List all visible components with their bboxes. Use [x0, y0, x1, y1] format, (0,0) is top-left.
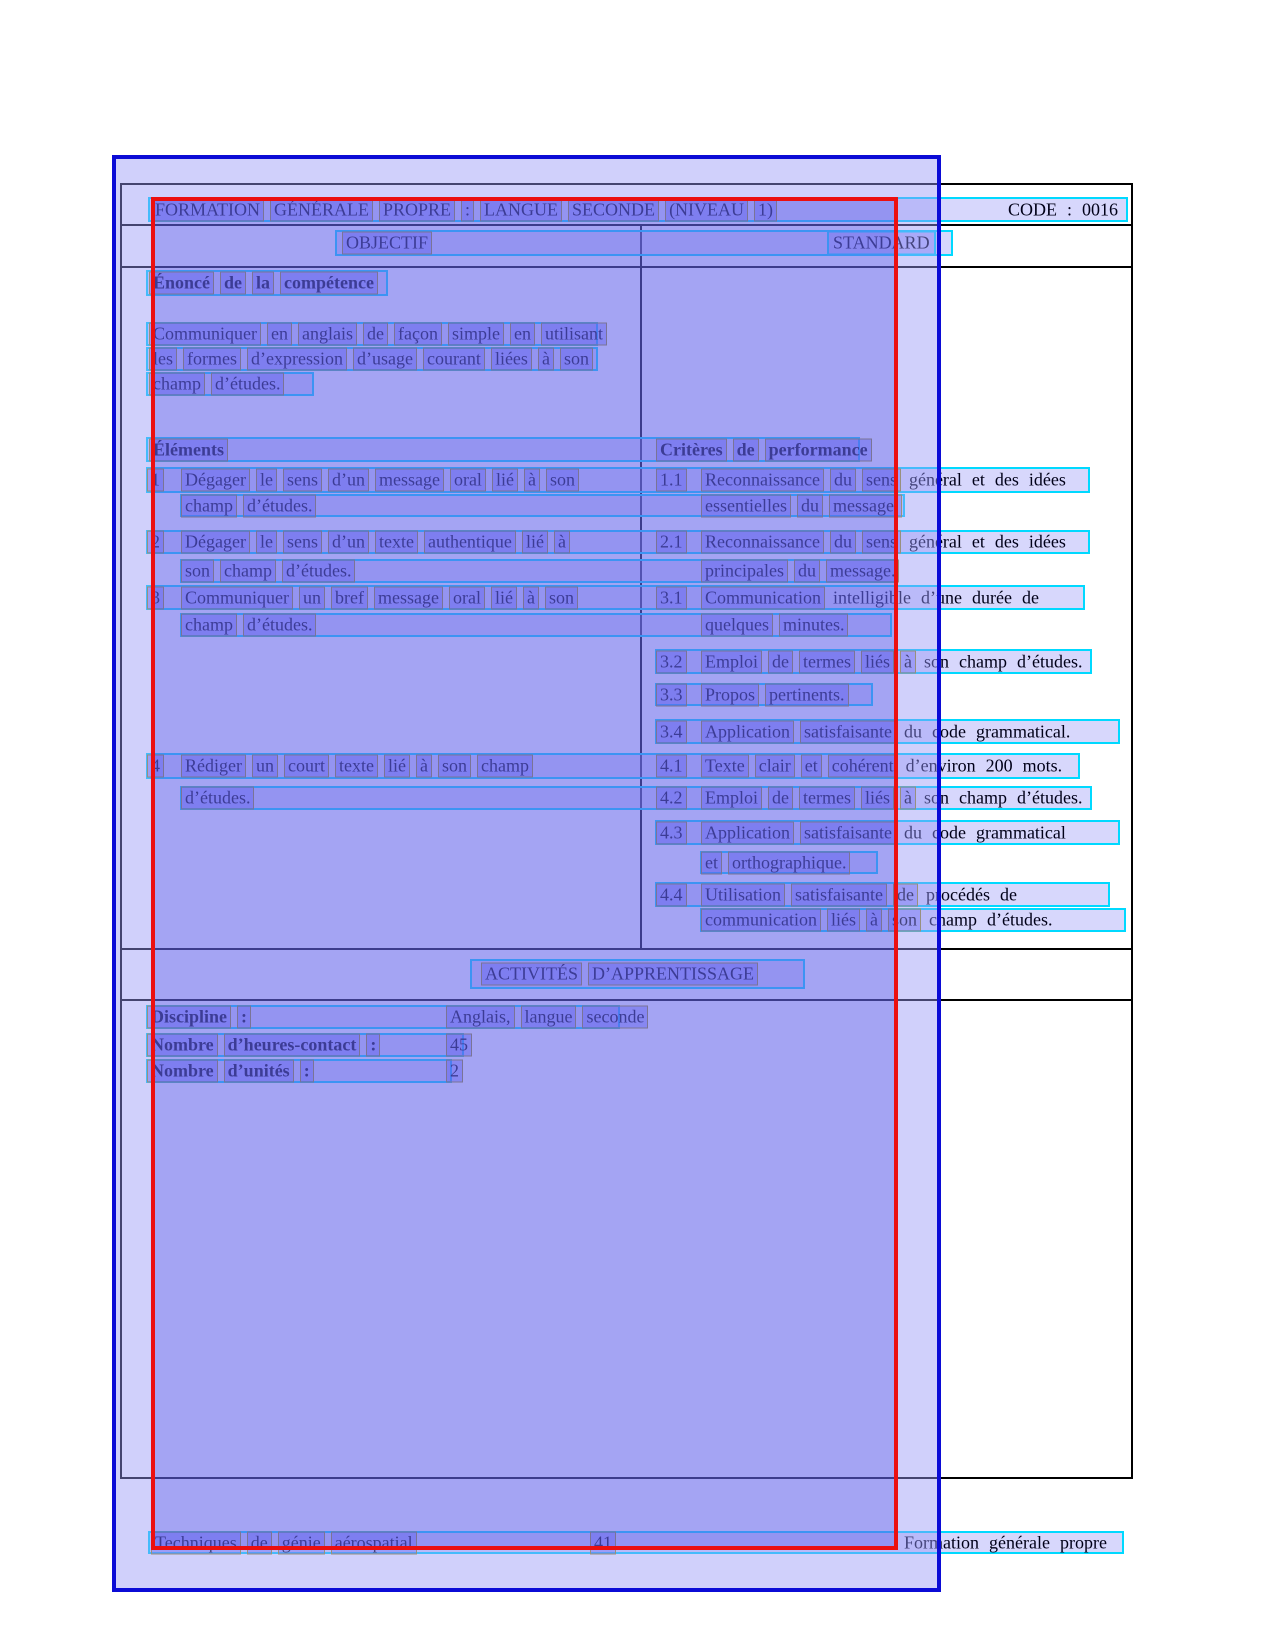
ocr-word-box: de	[364, 324, 387, 345]
ocr-word-box: :	[238, 1007, 250, 1028]
ocr-word-box: 45	[447, 1035, 471, 1056]
ocr-word-box: son	[889, 910, 920, 931]
ocr-line-segment	[829, 233, 934, 254]
ocr-word-box: Dégager	[182, 470, 249, 491]
ocr-word-box: à	[524, 587, 538, 608]
ocr-line-segment	[657, 439, 871, 460]
ocr-word-plain: intelligible	[833, 587, 911, 607]
ocr-word-box: sens	[863, 470, 900, 491]
ocr-line-segment	[182, 470, 578, 491]
ocr-word-plain: d’études.	[986, 909, 1053, 930]
ocr-word-box: la	[253, 273, 273, 294]
ocr-word-box: 4	[148, 756, 163, 777]
ocr-line-segment	[702, 684, 848, 705]
ocr-word-box: de	[221, 273, 245, 294]
ocr-line-segment	[702, 561, 898, 582]
ocr-line-segment	[657, 788, 686, 809]
ocr-word-box: 4.1	[657, 756, 686, 777]
ocr-word-box: message.	[827, 561, 898, 582]
table-divider-title-bottom	[120, 224, 1133, 226]
ocr-word-plain: des	[994, 469, 1019, 490]
ocr-line-segment	[148, 1035, 379, 1056]
ocr-word-box: liés	[828, 910, 859, 931]
ocr-word-plain: général	[908, 469, 962, 490]
ocr-line-segment	[702, 651, 1083, 672]
ocr-line-segment	[150, 374, 283, 395]
ocr-word-box: liés	[862, 788, 893, 809]
ocr-word-plain: son	[923, 787, 949, 808]
ocr-word-box: Texte	[702, 756, 748, 777]
ocr-line-segment	[447, 1061, 462, 1082]
ocr-word-box: oral	[451, 470, 485, 491]
ocr-line-box	[700, 851, 878, 874]
ocr-word-box: LANGUE	[481, 199, 561, 220]
ocr-line-box	[146, 372, 314, 396]
ocr-word-box: sens	[284, 532, 321, 553]
ocr-line-segment	[148, 587, 163, 608]
ocr-line-segment	[702, 721, 1071, 742]
ocr-line-segment	[702, 788, 1083, 809]
ocr-line-segment	[182, 756, 532, 777]
ocr-word-box: Nombre	[148, 1061, 217, 1082]
ocr-word-box: clair	[756, 756, 794, 777]
ocr-line-segment	[182, 587, 577, 608]
ocr-word-box: 3.1	[657, 587, 686, 608]
ocr-line-box	[180, 494, 905, 517]
ocr-line-segment	[702, 756, 1063, 777]
ocr-line-segment	[657, 587, 686, 608]
ocr-word-plain: et	[971, 469, 985, 490]
ocr-word-box: (NIVEAU	[666, 199, 747, 220]
ocr-line-segment	[657, 470, 686, 491]
ocr-word-plain: d’études.	[1016, 651, 1083, 671]
ocr-word-box: Reconnaissance	[702, 532, 823, 553]
ocr-word-box: d’usage	[354, 349, 416, 370]
ocr-word-box: simple	[449, 324, 503, 345]
ocr-line-segment	[702, 884, 1018, 905]
ocr-word-box: 4.3	[657, 822, 686, 843]
ocr-word-box: un	[253, 756, 277, 777]
ocr-word-plain: durée	[971, 587, 1012, 607]
ocr-word-box: Éléments	[150, 439, 227, 460]
ocr-word-box: Dégager	[182, 532, 249, 553]
ocr-word-box: 1.1	[657, 470, 686, 491]
table-divider-standards-bottom	[120, 948, 1133, 950]
ocr-word-box: Application	[702, 822, 793, 843]
ocr-line-segment	[702, 910, 1053, 931]
ocr-line-segment	[150, 324, 606, 345]
ocr-word-box: 41	[591, 1532, 615, 1553]
ocr-word-box: termes	[800, 651, 854, 672]
ocr-line-segment	[702, 852, 849, 873]
ocr-word-box: message	[376, 470, 443, 491]
ocr-word-box: champ	[182, 615, 236, 636]
ocr-word-box: courant	[424, 349, 484, 370]
ocr-word-plain: idées	[1028, 531, 1066, 552]
ocr-word-box: et	[802, 756, 821, 777]
ocr-word-box: court	[285, 756, 328, 777]
ocr-word-box: Emploi	[702, 788, 761, 809]
ocr-line-box	[655, 719, 1120, 744]
ocr-line-segment	[702, 587, 1040, 608]
ocr-line-segment	[152, 1532, 416, 1553]
ocr-word-box: Communication	[702, 587, 824, 608]
ocr-word-box: communication	[702, 910, 820, 931]
ocr-word-plain: code	[931, 721, 966, 741]
ocr-word-plain: 200	[985, 755, 1013, 776]
ocr-line-box	[148, 197, 1128, 222]
ocr-line-segment	[182, 532, 569, 553]
ocr-word-box: 3.4	[657, 721, 686, 742]
ocr-word-box: :	[367, 1035, 379, 1056]
ocr-word-box: Discipline	[148, 1007, 230, 1028]
ocr-word-box: principales	[702, 561, 787, 582]
ocr-word-box: Emploi	[702, 651, 761, 672]
ocr-word-plain: 0016	[1082, 199, 1119, 219]
ocr-word-box: aérospatial	[332, 1532, 416, 1553]
ocr-line-segment	[150, 439, 227, 460]
ocr-word-box: du	[795, 561, 819, 582]
ocr-word-box: langue	[522, 1007, 576, 1028]
ocr-word-box: Anglais,	[447, 1007, 514, 1028]
ocr-word-box: message	[375, 587, 442, 608]
ocr-word-plain: :	[1067, 199, 1073, 219]
ocr-word-box: 3.3	[657, 684, 686, 705]
ocr-word-plain: grammatical	[975, 822, 1066, 842]
ocr-line-segment	[148, 1007, 250, 1028]
ocr-word-box: cohérent	[829, 756, 897, 777]
ocr-word-box: façon	[395, 324, 441, 345]
ocr-word-box: 3.2	[657, 651, 686, 672]
ocr-word-box: liées	[492, 349, 531, 370]
ocr-line-box	[146, 1005, 645, 1029]
ocr-word-box: 3	[148, 587, 163, 608]
ocr-line-segment	[447, 1035, 471, 1056]
ocr-word-box: en	[511, 324, 534, 345]
ocr-line-segment	[148, 756, 163, 777]
ocr-word-plain: du	[903, 721, 922, 741]
ocr-word-plain: d’études.	[1016, 787, 1083, 808]
ocr-word-plain: champ	[959, 787, 1007, 808]
ocr-word-plain: des	[994, 531, 1019, 552]
ocr-line-box	[148, 1531, 1124, 1554]
ocr-word-box: à	[901, 651, 915, 672]
ocr-word-box: message.	[830, 495, 901, 516]
ocr-word-box: d’études.	[212, 374, 283, 395]
ocr-word-box: d’unités	[225, 1061, 293, 1082]
ocr-word-plain: code	[931, 822, 966, 842]
ocr-word-box: Reconnaissance	[702, 470, 823, 491]
ocr-word-plain: de	[999, 884, 1017, 904]
ocr-line-segment	[150, 349, 592, 370]
ocr-word-box: 1	[148, 470, 163, 491]
ocr-word-plain: idées	[1028, 469, 1066, 490]
ocr-word-box: à	[901, 788, 915, 809]
ocr-line-segment	[657, 651, 686, 672]
ocr-word-box: lié	[385, 756, 409, 777]
ocr-line-segment	[657, 884, 686, 905]
ocr-line-segment	[903, 1532, 1108, 1553]
ocr-word-box: GÉNÉRALE	[271, 199, 372, 220]
ocr-word-box: sens	[863, 532, 900, 553]
ocr-line-box	[146, 585, 1085, 610]
ocr-word-box: FORMATION	[152, 199, 263, 220]
ocr-line-segment	[702, 532, 1067, 553]
ocr-word-box: 1)	[755, 199, 776, 220]
ocr-line-box	[335, 230, 953, 256]
ocr-word-box: satisfaisante	[792, 884, 886, 905]
ocr-word-box: Techniques	[152, 1532, 240, 1553]
ocr-line-segment	[702, 615, 847, 636]
ocr-word-plain: d’une	[921, 587, 962, 607]
ocr-word-box: bref	[332, 587, 367, 608]
ocr-word-box: Rédiger	[182, 756, 245, 777]
ocr-word-box: à	[539, 349, 553, 370]
ocr-line-box	[655, 649, 1092, 674]
ocr-word-plain: et	[971, 531, 985, 552]
ocr-word-box: d’études.	[244, 615, 315, 636]
ocr-word-box: termes	[800, 788, 854, 809]
ocr-word-box: le	[257, 532, 276, 553]
ocr-word-box: orthographique.	[729, 852, 849, 873]
ocr-word-box: 2.1	[657, 532, 686, 553]
ocr-word-plain: CODE	[1008, 199, 1057, 219]
table-divider-colheads-bottom	[120, 266, 1133, 268]
ocr-word-box: SECONDE	[569, 199, 658, 220]
ocr-word-box: Nombre	[148, 1035, 217, 1056]
ocr-word-box: oral	[450, 587, 484, 608]
ocr-word-box: Propos	[702, 684, 758, 705]
ocr-word-box: son	[546, 587, 577, 608]
ocr-word-box: ACTIVITÉS	[482, 964, 581, 985]
ocr-line-segment	[148, 532, 163, 553]
ocr-word-box: son	[561, 349, 592, 370]
ocr-line-segment	[343, 233, 431, 254]
ocr-word-box: d’heures-contact	[225, 1035, 360, 1056]
ocr-word-box: utilisant	[542, 324, 606, 345]
ocr-word-plain: générale	[989, 1532, 1050, 1552]
ocr-word-plain: général	[908, 531, 962, 552]
ocr-word-box: Communiquer	[182, 587, 292, 608]
ocr-word-box: de	[769, 788, 792, 809]
ocr-word-box: :	[301, 1061, 313, 1082]
ocr-line-segment	[182, 495, 315, 516]
ocr-line-segment	[591, 1532, 615, 1553]
ocr-line-segment	[1007, 199, 1119, 220]
ocr-word-plain: procédés	[925, 884, 990, 904]
ocr-word-plain: de	[1021, 587, 1039, 607]
ocr-line-box	[146, 437, 868, 462]
ocr-line-segment	[182, 561, 354, 582]
ocr-word-box: d’études.	[283, 561, 354, 582]
ocr-word-box: de	[248, 1532, 271, 1553]
ocr-word-box: du	[831, 470, 855, 491]
ocr-word-box: son	[182, 561, 213, 582]
ocr-word-plain: champ	[959, 651, 1007, 671]
ocr-word-box: à	[867, 910, 881, 931]
ocr-line-box	[146, 753, 1080, 779]
ocr-line-box	[180, 613, 892, 637]
ocr-word-plain: grammatical.	[975, 721, 1071, 741]
ocr-line-segment	[150, 273, 377, 294]
ocr-word-box: quelques	[702, 615, 772, 636]
ocr-word-box: :	[462, 199, 473, 220]
ocr-word-box: d’expression	[248, 349, 346, 370]
ocr-line-segment	[182, 615, 315, 636]
ocr-word-box: du	[798, 495, 822, 516]
ocr-line-segment	[657, 756, 686, 777]
ocr-word-box: 2	[447, 1061, 462, 1082]
ocr-word-box: du	[831, 532, 855, 553]
ocr-word-box: anglais	[299, 324, 356, 345]
ocr-word-box: authentique	[425, 532, 515, 553]
ocr-word-plain: du	[903, 822, 922, 842]
ocr-line-segment	[702, 495, 901, 516]
ocr-word-box: Communiquer	[150, 324, 260, 345]
ocr-word-box: génie	[279, 1532, 324, 1553]
ocr-line-segment	[657, 684, 686, 705]
ocr-line-segment	[657, 532, 686, 553]
ocr-line-box	[655, 882, 1110, 907]
ocr-word-box: lié	[523, 532, 547, 553]
ocr-word-box: formes	[184, 349, 240, 370]
ocr-word-box: son	[547, 470, 578, 491]
ocr-line-box	[700, 908, 1126, 932]
ocr-word-box: texte	[376, 532, 417, 553]
ocr-word-box: d’études.	[182, 788, 253, 809]
ocr-word-box: essentielles	[702, 495, 790, 516]
ocr-word-box: lié	[493, 470, 517, 491]
ocr-word-box: d’un	[329, 532, 368, 553]
ocr-line-segment	[447, 1007, 647, 1028]
ocr-line-box	[180, 559, 898, 583]
ocr-word-box: de	[769, 651, 792, 672]
ocr-line-box	[655, 820, 1120, 845]
ocr-word-box: un	[300, 587, 324, 608]
ocr-word-box: minutes.	[780, 615, 848, 636]
ocr-word-box: champ	[150, 374, 204, 395]
ocr-word-box: compétence	[281, 273, 377, 294]
ocr-word-plain: d’environ	[905, 755, 976, 776]
ocr-line-box	[146, 530, 1090, 554]
ocr-word-box: sens	[284, 470, 321, 491]
ocr-line-box	[470, 959, 805, 989]
ocr-word-box: d’études.	[244, 495, 315, 516]
ocr-word-plain: son	[923, 651, 949, 671]
ocr-word-box: Critères	[657, 439, 726, 460]
ocr-line-segment	[657, 822, 686, 843]
ocr-word-box: le	[257, 470, 276, 491]
ocr-word-box: performance	[766, 439, 871, 460]
ocr-word-box: 2	[148, 532, 163, 553]
ocr-word-box: les	[150, 349, 176, 370]
ocr-word-box: liés	[862, 651, 893, 672]
ocr-line-box	[180, 786, 1092, 810]
table-divider-activities-bottom	[120, 999, 1133, 1001]
ocr-word-box: champ	[478, 756, 532, 777]
ocr-word-box: champ	[182, 495, 236, 516]
ocr-line-segment	[482, 964, 757, 985]
ocr-line-segment	[657, 721, 686, 742]
ocr-line-box	[146, 1059, 459, 1083]
ocr-line-segment	[702, 822, 1067, 843]
ocr-line-box	[146, 322, 603, 346]
ocr-word-box: STANDARD	[829, 233, 934, 254]
ocr-line-box	[146, 347, 598, 371]
ocr-word-box: Utilisation	[702, 884, 784, 905]
ocr-word-box: de	[734, 439, 758, 460]
ocr-line-box	[146, 467, 1090, 493]
ocr-word-box: son	[439, 756, 470, 777]
ocr-word-plain: champ	[929, 909, 977, 930]
ocr-word-box: à	[417, 756, 431, 777]
ocr-word-box: en	[268, 324, 291, 345]
ocr-line-box	[146, 1033, 468, 1057]
ocr-line-segment	[702, 470, 1067, 491]
ocr-line-segment	[182, 788, 253, 809]
ocr-word-box: lié	[492, 587, 516, 608]
ocr-word-plain: Formation	[904, 1532, 979, 1552]
ocr-word-box: seconde	[583, 1007, 647, 1028]
ocr-word-plain: mots.	[1022, 755, 1063, 776]
ocr-word-box: satisfaisante	[801, 822, 895, 843]
ocr-line-segment	[148, 1061, 313, 1082]
ocr-word-box: à	[555, 532, 569, 553]
ocr-word-box: à	[525, 470, 539, 491]
ocr-word-box: PROPRE	[380, 199, 454, 220]
ocr-line-segment	[148, 470, 163, 491]
ocr-word-box: 4.2	[657, 788, 686, 809]
ocr-word-plain: propre	[1059, 1532, 1107, 1552]
ocr-word-box: Énoncé	[150, 273, 213, 294]
ocr-word-box: OBJECTIF	[343, 233, 431, 254]
ocr-line-box	[655, 683, 873, 706]
ocr-word-box: 4.4	[657, 884, 686, 905]
ocr-line-segment	[152, 199, 776, 220]
ocr-word-box: Application	[702, 721, 793, 742]
ocr-word-box: champ	[221, 561, 275, 582]
ocr-word-box: texte	[336, 756, 377, 777]
ocr-word-box: pertinents.	[766, 684, 847, 705]
ocr-word-box: et	[702, 852, 721, 873]
ocr-line-box	[146, 270, 388, 296]
ocr-word-box: d’un	[329, 470, 368, 491]
ocr-word-box: satisfaisante	[801, 721, 895, 742]
ocr-word-box: de	[894, 884, 917, 905]
ocr-word-box: D’APPRENTISSAGE	[589, 964, 757, 985]
